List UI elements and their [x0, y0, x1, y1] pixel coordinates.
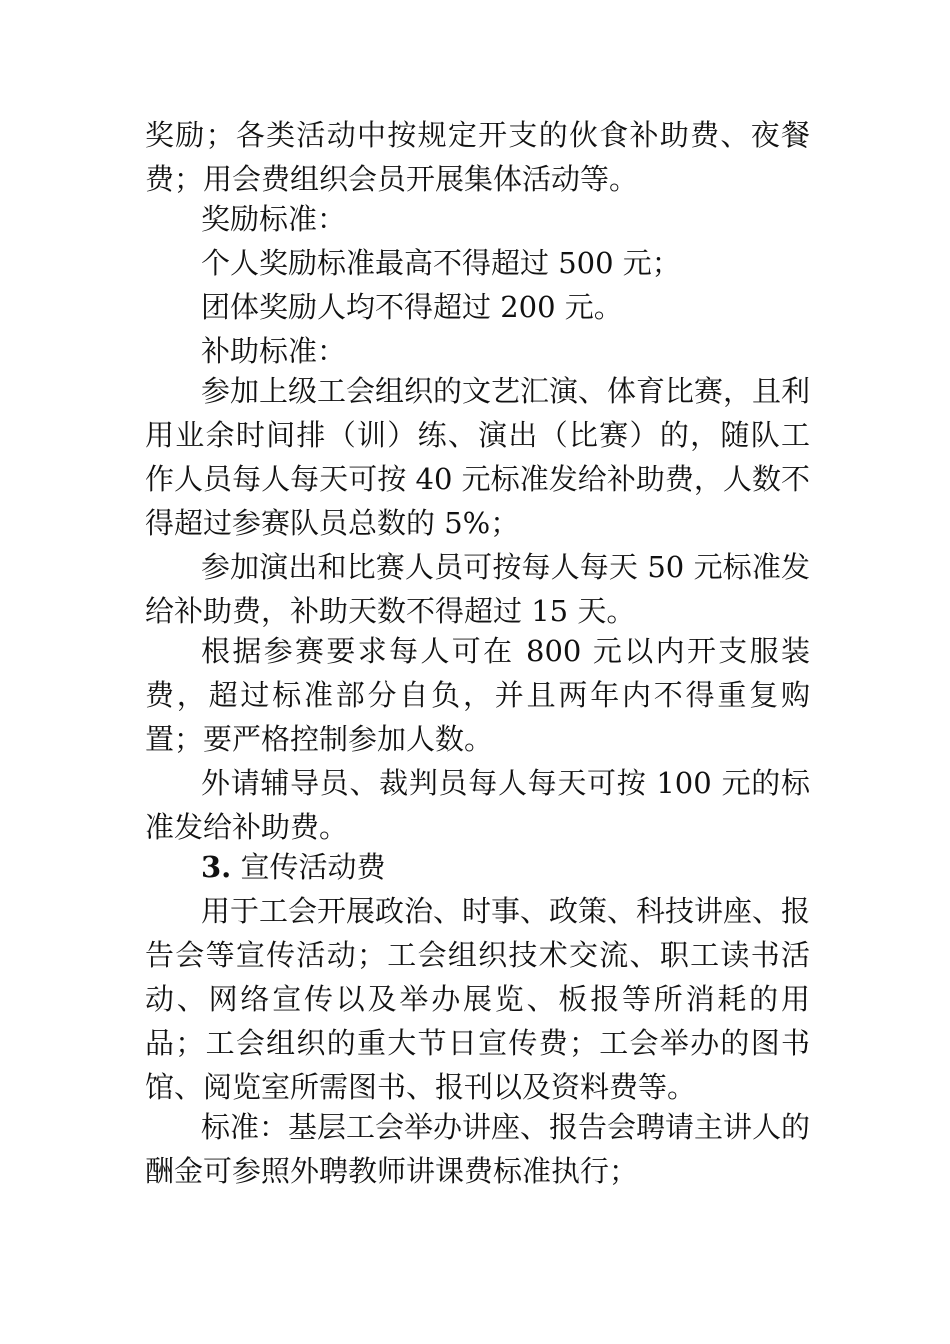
- paragraph-publicity-usage: 用于工会开展政治、时事、政策、科技讲座、报告会等宣传活动；工会组织技术交流、职工读书活动、网络宣传以及举办展览、板报等所消耗的用品；工会组织的重大节日宣传费；工会举办的图书馆、阅览室所需图书、报刊以及资料费等。: [145, 894, 811, 1104]
- paragraph-external-coach: 外请辅导员、裁判员每人每天可按 100 元的标准发给补助费。: [145, 766, 810, 844]
- paragraph-performer-subsidy: 参加演出和比赛人员可按每人每天 50 元标准发给补助费，补助天数不得超过 15 天。: [145, 550, 810, 628]
- paragraph-reward-standard-heading: 奖励标准：: [201, 202, 347, 236]
- paragraph-staff-subsidy: 参加上级工会组织的文艺汇演、体育比赛，且利用业余时间排（训）练、演出（比赛）的，随队工作人员每人每天可按 40 元标准发给补助费，人数不得超过参赛队员总数的 5%；: [145, 374, 811, 540]
- paragraph-subsidy-standard-heading: 补助标准：: [201, 334, 347, 368]
- paragraph-reward-activities: 奖励；各类活动中按规定开支的伙食补助费、夜餐费；用会费组织会员开展集体活动等。: [145, 118, 810, 196]
- paragraph-group-reward: 团体奖励人均不得超过 200 元。: [201, 290, 623, 324]
- paragraph-lecture-fee-standard: 标准：基层工会举办讲座、报告会聘请主讲人的酬金可参照外聘教师讲课费标准执行；: [145, 1110, 811, 1188]
- paragraph-individual-reward: 个人奖励标准最高不得超过 500 元；: [201, 246, 681, 280]
- paragraph-costume-fee: 根据参赛要求每人可在 800 元以内开支服装费，超过标准部分自负，并且两年内不得重复购置；要严格控制参加人数。: [145, 634, 810, 756]
- section-number: 3.: [201, 850, 232, 884]
- section-heading-publicity: [145, 845, 810, 889]
- section-title: 宣传活动费: [240, 850, 386, 884]
